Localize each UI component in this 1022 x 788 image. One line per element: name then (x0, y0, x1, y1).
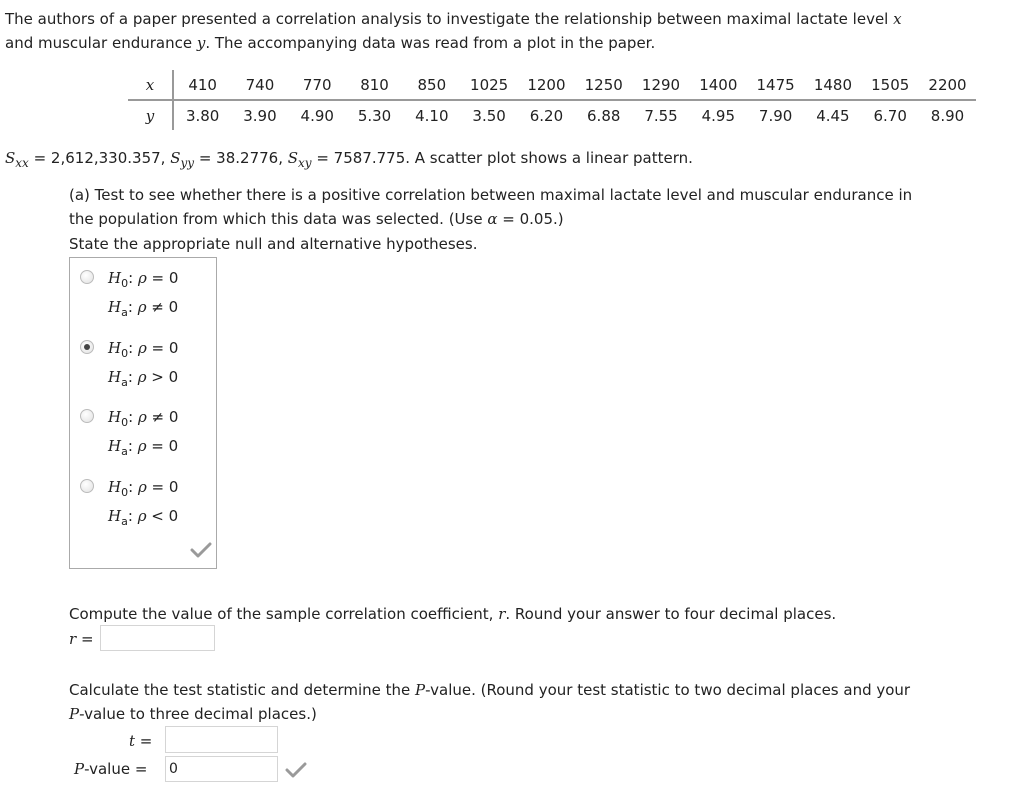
t-label: t = (129, 732, 153, 750)
y-cell: 6.70 (873, 106, 907, 125)
x-cell: 1200 (518, 70, 575, 100)
x-cell: 850 (403, 70, 460, 100)
alpha-symbol: α (487, 210, 498, 228)
y-cell: 7.55 (644, 106, 678, 125)
radio-button[interactable] (80, 479, 94, 493)
y-cell: 7.90 (758, 106, 793, 125)
x-cell: 770 (289, 70, 346, 100)
r-label: r = (69, 630, 94, 648)
x-cell: 1025 (460, 70, 517, 100)
checkmark-icon (285, 761, 307, 779)
y-cell: 6.20 (529, 106, 564, 125)
intro-line-1: The authors of a paper presented a correlation analysis to investigate the relationship between maximal lactate level x (5, 10, 902, 28)
y-cell: 6.88 (587, 106, 621, 125)
compute-r-prompt: Compute the value of the sample correlation coefficient, r. Round your answer to four decimal places. (69, 605, 837, 623)
y-cell: 3.90 (243, 106, 277, 125)
x-cell: 1480 (804, 70, 861, 100)
checkmark-icon (190, 541, 212, 559)
p-value-input[interactable]: 0 (165, 756, 278, 782)
p-value-label: P-value = (74, 760, 148, 778)
y-cell: 4.95 (701, 106, 736, 125)
y-cell: 4.90 (300, 106, 334, 125)
null-hypothesis: $H_0$: ρ ≠ 0 (108, 408, 179, 429)
test-stat-prompt-line-1: Calculate the test statistic and determine the P-value. (Round your test statistic to two decimal places and your (69, 681, 911, 699)
x-cell: 1400 (690, 70, 747, 100)
y-cell: 3.80 (185, 106, 220, 125)
table-row-x (128, 70, 976, 100)
part-a-line-3: State the appropriate null and alternative hypotheses. (69, 235, 478, 253)
test-stat-prompt-line-2: P-value to three decimal places.) (69, 705, 317, 723)
alternative-hypothesis: $H_a$: ρ < 0 (108, 507, 179, 528)
x-cell: 740 (231, 70, 288, 100)
intro-line-2: and muscular endurance y. The accompanying data was read from a plot in the paper. (5, 34, 656, 52)
part-a-line-1: (a) Test to see whether there is a positive correlation between maximal lactate level and muscular endurance in (69, 186, 913, 204)
radio-button[interactable] (80, 270, 94, 284)
y-cell: 4.45 (816, 106, 850, 125)
part-a-line-2: the population from which this data was selected. (Use α = 0.05.) (69, 210, 564, 228)
alternative-hypothesis: $H_a$: ρ ≠ 0 (108, 298, 179, 319)
null-hypothesis: $H_0$: ρ = 0 (108, 269, 179, 290)
data-table (128, 70, 976, 130)
y-cell: 5.30 (357, 106, 392, 125)
x-cell: 1505 (862, 70, 919, 100)
x-cell: 1475 (747, 70, 804, 100)
x-cell: 810 (346, 70, 403, 100)
x-cell: 1250 (575, 70, 632, 100)
x-cell: 1290 (632, 70, 689, 100)
t-input[interactable] (165, 726, 278, 753)
y-cell: 3.50 (472, 106, 506, 125)
null-hypothesis: $H_0$: ρ = 0 (108, 339, 179, 360)
radio-button-selected[interactable] (80, 340, 94, 354)
y-cell: 8.90 (930, 106, 965, 125)
x-cell: 2200 (919, 70, 976, 100)
stats-line: $S_{xx} = 2,612,330.357$, $S_{yy} = 38.2776$, $S_{xy} = 7587.775$. A scatter plot shows a linear pattern. (5, 149, 693, 170)
alternative-hypothesis: $H_a$: ρ = 0 (108, 437, 179, 458)
y-header: y (128, 100, 173, 130)
alternative-hypothesis: $H_a$: ρ > 0 (108, 368, 179, 389)
null-hypothesis: $H_0$: ρ = 0 (108, 478, 179, 499)
hypotheses-options (69, 257, 217, 569)
x-cell: 410 (173, 70, 231, 100)
radio-button[interactable] (80, 409, 94, 423)
table-row-y (128, 100, 976, 130)
x-header: x (128, 70, 173, 100)
y-cell: 4.10 (415, 106, 449, 125)
r-input[interactable] (100, 625, 215, 651)
